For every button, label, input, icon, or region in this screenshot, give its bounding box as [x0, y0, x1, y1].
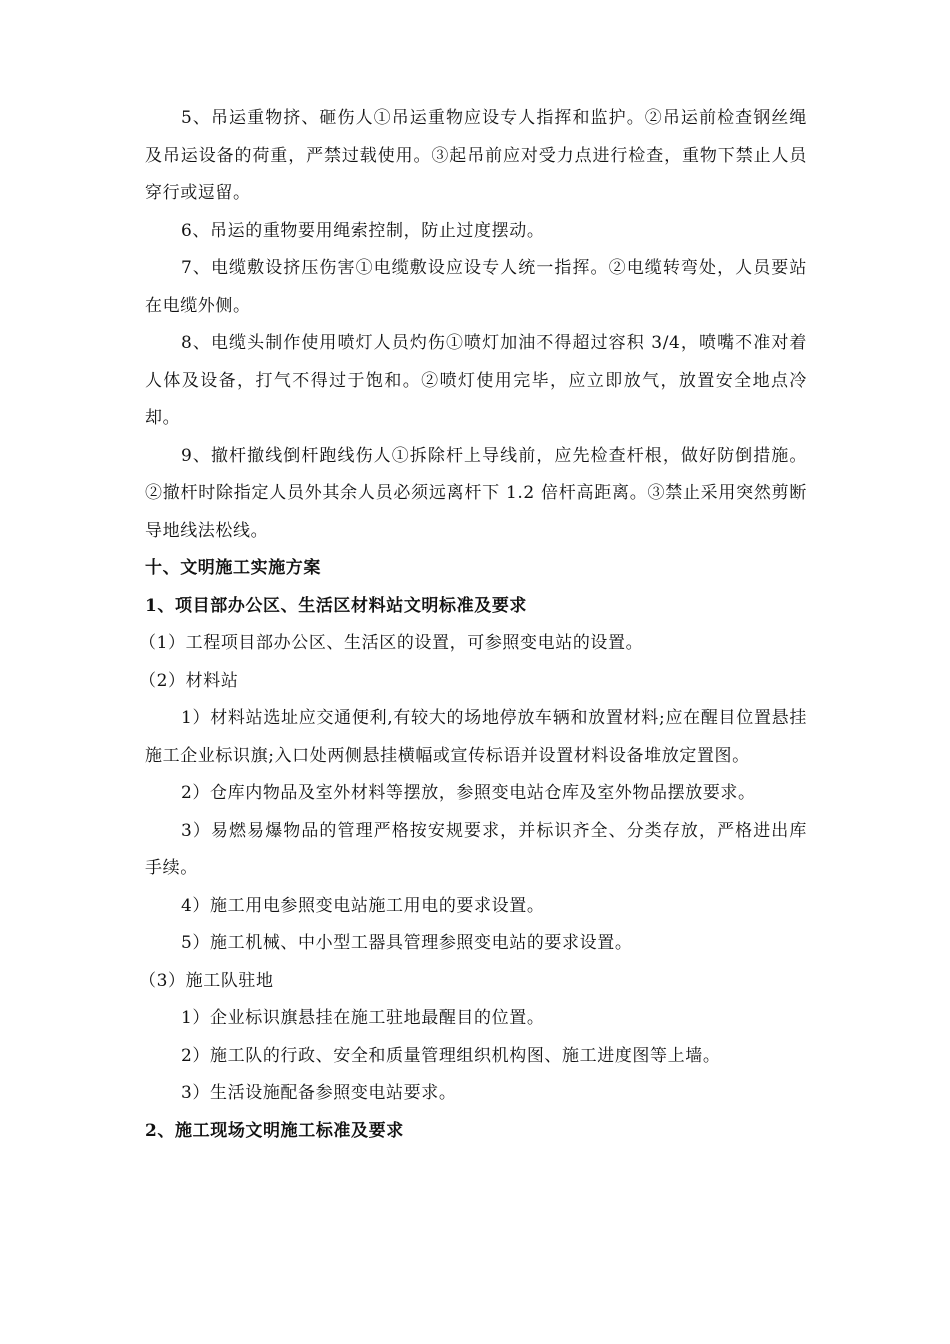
paragraph-item-7: 7、电缆敷设挤压伤害①电缆敷设应设专人统一指挥。②电缆转弯处，人员要站在电缆外侧。 [145, 258, 807, 316]
paragraph-item-6: 6、吊运的重物要用绳索控制，防止过度摆动。 [181, 220, 545, 241]
list-item: 2）施工队的行政、安全和质量管理组织机构图、施工进度图等上墙。 [181, 1045, 721, 1066]
list-item: 3）生活设施配备参照变电站要求。 [181, 1083, 457, 1103]
list-item: 4）施工用电参照变电站施工用电的要求设置。 [181, 895, 545, 916]
sub-item: （2）材料站 [139, 670, 239, 691]
paragraph-item-8: 8、电缆头制作使用喷灯人员灼伤①喷灯加油不得超过容积 3/4，喷嘴不准对着人体及设备，打气不得过于饱和。②喷灯使用完毕，应立即放气，放置安全地点冷却。 [145, 333, 807, 428]
paragraph-item-9: 9、撤杆撤线倒杆跑线伤人①拆除杆上导线前，应先检查杆根，做好防倒措施。 ②撤杆时除指定人员外其余人员必须远离杆下 1.2 倍杆高距离。③禁止采用突然剪断导地线法松线。 [145, 445, 807, 541]
list-item: 2）仓库内物品及室外材料等摆放，参照变电站仓库及室外物品摆放要求。 [181, 783, 756, 803]
section-heading: 十、文明施工实施方案 [145, 558, 321, 578]
paragraph-item-5: 5、吊运重物挤、砸伤人①吊运重物应设专人指挥和监护。②吊运前检查钢丝绳及吊运设备的荷重，严禁过载使用。③起吊前应对受力点进行检查，重物下禁止人员穿行或逗留。 [145, 108, 807, 203]
list-item: 1）企业标识旗悬挂在施工驻地最醒目的位置。 [181, 1008, 545, 1028]
subsection-heading: 1、项目部办公区、生活区材料站文明标准及要求 [145, 595, 528, 616]
list-item: 5）施工机械、中小型工器具管理参照变电站的要求设置。 [181, 933, 633, 953]
document-page [139, 100, 807, 1150]
sub-item: （1）工程项目部办公区、生活区的设置，可参照变电站的设置。 [139, 633, 644, 653]
list-item: 1）材料站选址应交通便利,有较大的场地停放车辆和放置材料;应在醒目位置悬挂施工企业标识旗;入口处两侧悬挂横幅或宣传标语并设置材料设备堆放定置图。 [145, 708, 807, 766]
list-item: 3）易燃易爆物品的管理严格按安规要求，并标识齐全、分类存放，严格进出库手续。 [145, 820, 807, 878]
subsection-heading: 2、施工现场文明施工标准及要求 [145, 1120, 404, 1141]
sub-item: （3）施工队驻地 [139, 970, 274, 991]
